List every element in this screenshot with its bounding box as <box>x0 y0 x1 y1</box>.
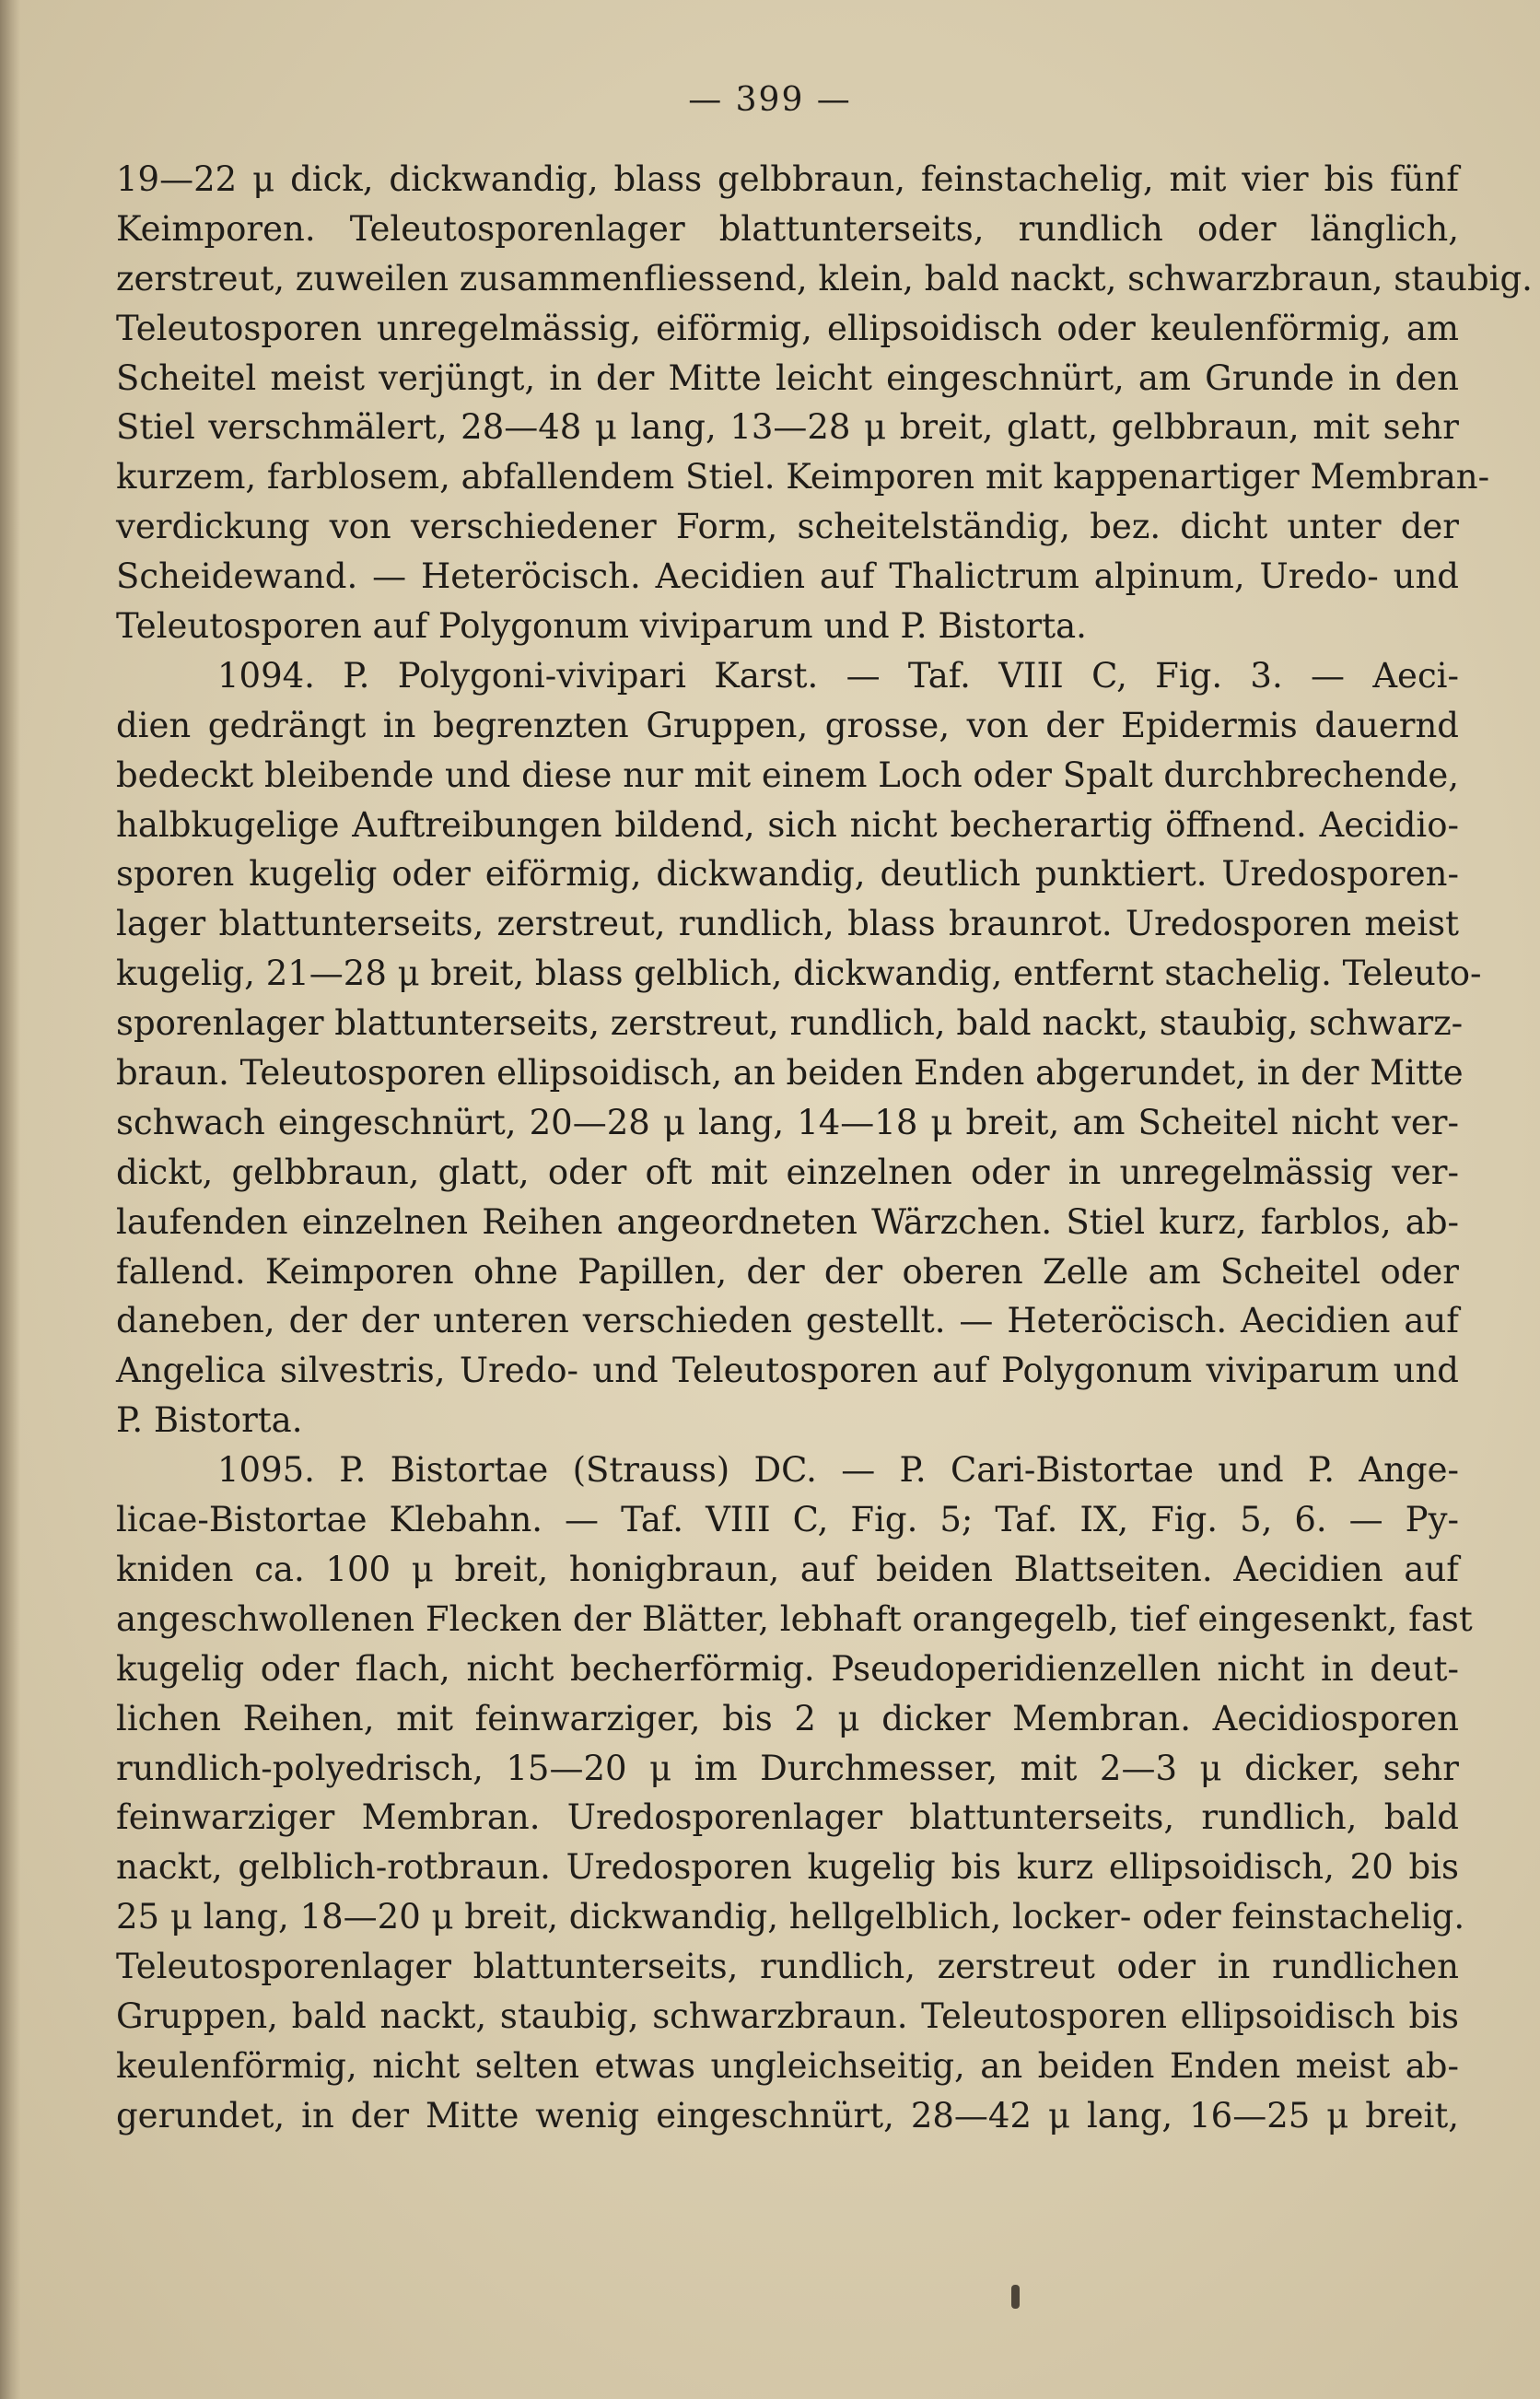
text-line-32: lichen Reihen, mit feinwarziger, bis 2 μ dicker Membran. Aecidiosporen <box>116 1698 1459 1738</box>
text-line-16: lager blattunterseits, zerstreut, rundlich, blass braunrot. Uredosporen meist <box>116 904 1459 944</box>
text-line-29: kniden ca. 100 μ breit, honigbraun, auf beiden Blattseiten. Aecidien auf <box>116 1549 1459 1589</box>
entry-1095-heading-line: 1095. P. Bistortae (Strauss) DC. — P. Cari-Bistortae und P. Ange- <box>217 1450 1459 1491</box>
text-line-25: Angelica silvestris, Uredo- und Teleutosporen auf Polygonum viviparum und <box>116 1351 1459 1391</box>
text-line-17: kugelig, 21—28 μ breit, blass gelblich, dickwandig, entfernt stachelig. Teleuto- <box>116 954 1482 994</box>
entry-1094-heading-line: 1094. P. Polygoni-vivipari Karst. — Taf. VIII C, Fig. 3. — Aeci- <box>217 655 1459 696</box>
text-line-24: daneben, der der unteren verschieden gestellt. — Heteröcisch. Aecidien auf <box>116 1301 1459 1341</box>
text-line-33: rundlich-polyedrisch, 15—20 μ im Durchmesser, mit 2—3 μ dicker, sehr <box>116 1748 1459 1788</box>
text-line-9: Scheidewand. — Heteröcisch. Aecidien auf Thalictrum alpinum, Uredo- und <box>116 556 1459 597</box>
text-line-31: kugelig oder flach, nicht becherförmig. Pseudoperidienzellen nicht in deut- <box>116 1648 1459 1689</box>
text-line-30: angeschwollenen Flecken der Blätter, lebhaft orangegelb, tief eingesenkt, fast <box>116 1598 1473 1639</box>
text-line-18: sporenlager blattunterseits, zerstreut, rundlich, bald nackt, staubig, schwarz- <box>116 1003 1464 1044</box>
text-line-34: feinwarziger Membran. Uredosporenlager blattunterseits, rundlich, bald <box>116 1797 1459 1838</box>
text-line-35: nackt, gelblich-rotbraun. Uredosporen kugelig bis kurz ellipsoidisch, 20 bis <box>116 1847 1459 1888</box>
ink-spot <box>1011 2285 1020 2309</box>
text-line-7: kurzem, farblosem, abfallendem Stiel. Keimporen mit kappenartiger Membran- <box>116 457 1490 497</box>
body-text <box>116 155 1533 2141</box>
text-line-22: laufenden einzelnen Reihen angeordneten Wärzchen. Stiel kurz, farblos, ab- <box>116 1201 1459 1242</box>
text-line-14: halbkugelige Auftreibungen bildend, sich nicht becherartig öffnend. Aecidio- <box>116 804 1459 845</box>
text-line-15: sporen kugelig oder eiförmig, dickwandig, deutlich punktiert. Uredosporen- <box>116 854 1459 895</box>
text-line-28: licae-Bistortae Klebahn. — Taf. VIII C, Fig. 5; Taf. IX, Fig. 5, 6. — Py- <box>116 1500 1459 1540</box>
page-number: — 399 — <box>688 81 852 119</box>
text-line-26: P. Bistorta. <box>116 1400 303 1441</box>
text-line-5: Scheitel meist verjüngt, in der Mitte leicht eingeschnürt, am Grunde in den <box>116 357 1459 398</box>
text-line-6: Stiel verschmälert, 28—48 μ lang, 13—28 μ breit, glatt, gelbbraun, mit sehr <box>116 407 1459 448</box>
text-line-4: Teleutosporen unregelmässig, eiförmig, ellipsoidisch oder keulenförmig, am <box>116 308 1459 348</box>
text-line-12: dien gedrängt in begrenzten Gruppen, grosse, von der Epidermis dauernd <box>116 705 1459 745</box>
text-line-3: zerstreut, zuweilen zusammenfliessend, klein, bald nackt, schwarzbraun, staubig. <box>116 258 1533 298</box>
text-line-21: dickt, gelbbraun, glatt, oder oft mit einzelnen oder in unregelmässig ver- <box>116 1152 1459 1192</box>
text-line-36: 25 μ lang, 18—20 μ breit, dickwandig, hellgelblich, locker- oder feinstachelig. <box>116 1897 1465 1937</box>
text-line-20: schwach eingeschnürt, 20—28 μ lang, 14—18 μ breit, am Scheitel nicht ver- <box>116 1102 1459 1142</box>
text-line-39: keulenförmig, nicht selten etwas ungleichseitig, an beiden Enden meist ab- <box>116 2045 1459 2086</box>
page-gutter-shadow <box>0 0 20 2399</box>
text-line-8: verdickung von verschiedener Form, scheitelständig, bez. dicht unter der <box>116 507 1459 547</box>
text-line-37: Teleutosporenlager blattunterseits, rundlich, zerstreut oder in rundlichen <box>116 1947 1459 1987</box>
text-line-10: Teleutosporen auf Polygonum viviparum und P. Bistorta. <box>116 606 1087 647</box>
text-line-2: Keimporen. Teleutosporenlager blattunterseits, rundlich oder länglich, <box>116 208 1459 249</box>
text-line-19: braun. Teleutosporen ellipsoidisch, an beiden Enden abgerundet, in der Mitte <box>116 1053 1464 1094</box>
text-line-13: bedeckt bleibende und diese nur mit einem Loch oder Spalt durchbrechende, <box>116 755 1459 795</box>
text-line-1: 19—22 μ dick, dickwandig, blass gelbbraun, feinstachelig, mit vier bis fünf <box>116 159 1459 199</box>
text-line-40: gerundet, in der Mitte wenig eingeschnürt, 28—42 μ lang, 16—25 μ breit, <box>116 2095 1459 2136</box>
text-line-38: Gruppen, bald nackt, staubig, schwarzbraun. Teleutosporen ellipsoidisch bis <box>116 1995 1459 2036</box>
text-line-23: fallend. Keimporen ohne Papillen, der der oberen Zelle am Scheitel oder <box>116 1251 1459 1292</box>
